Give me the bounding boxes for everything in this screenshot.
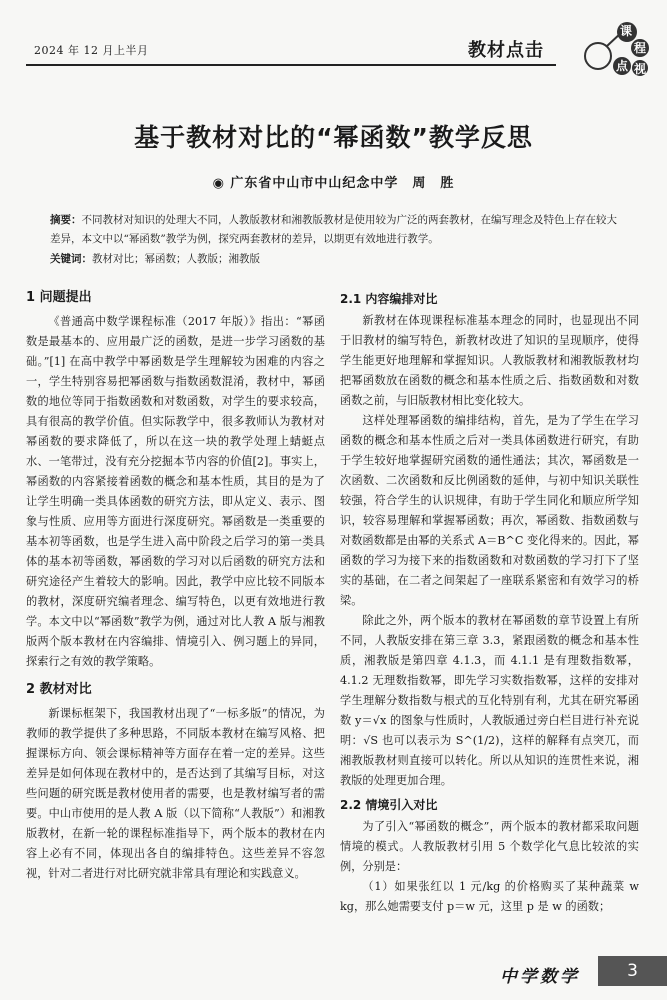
header-rule: [26, 64, 556, 66]
paragraph: 为了引入“幂函数的概念”，两个版本的教材都采取问题情境的模式。人教版教材引用 5 个数学化气息比较浓的实例，分别是：: [340, 820, 639, 873]
subsection-heading: 2.2 情境引入对比: [340, 798, 438, 812]
abstract: [50, 211, 625, 249]
article-title: 基于教材对比的“幂函数”教学反思: [134, 123, 533, 152]
paragraph: 新教材在体现课程标准基本理念的同时，也显现出不同于旧教材的编写特色，新教材改进了知识的呈现顺序，使得学生能更好地理解和掌握知识。人教版教材和湘教版教材均把幂函数放在函数的概念和基本性质之后、指数函数和对数函数之前，与旧版教材相比变化较大。: [340, 314, 639, 407]
right-column: [340, 289, 639, 917]
column-logo: [580, 18, 650, 78]
page-number: 3: [598, 956, 667, 986]
section-heading: 2 教材对比: [26, 682, 92, 697]
paragraph: （1）如果张红以 1 元/kg 的价格购买了某种蔬菜 w kg，那么她需要支付 p＝w 元，这里 p 是 w 的函数；: [340, 880, 639, 913]
paragraph: 除此之外，两个版本的教材在幂函数的章节设置上有所不同，人教版安排在第三章 3.3，紧跟函数的概念和基本性质，湘教版是第四章 4.1.3，而 4.1.1 是有理数指数幂，4.1.2 无理数指数幂，即先学习实数指数幂，这样的安排对学生理解分数指数与根式的互化特别有利，尤其在研究幂函数 y＝√x 的图象与性质时，人教版通过旁白栏目进行补充说明：√S 也可以表示为 S^(1/2)，这样的解释有点突兀，而湘教版教材则直接可以转化。所以从知识的连贯性来说，湘教版的处理更加合理。: [340, 614, 639, 787]
journal-brand: 中学数学: [500, 967, 580, 987]
badge-char: 点: [616, 59, 629, 73]
abstract-label: 摘要：: [50, 214, 82, 226]
badge-char: 程: [634, 41, 647, 55]
paragraph: 《普通高中数学课程标准（2017 年版）》指出：“幂函数是最基本的、应用最广泛的函数，是进一步学习函数的基础。”[1] 在高中教学中幂函数是学生理解较为困难的内容之一，学生特别容易把幂函数与指数函数混淆，教材中，幂函数的地位等同于指数函数和对数函数，对学生的要求较高，具有很高的教学价值。但实际教学中，很多教师认为教材对幂函数的要求降低了，所以在这一块的教学处理上蜻蜓点水、一笔带过，没有充分挖掘本节内容的价值[2]。事实上，幂函数的内容紧接着函数的概念和基本性质，其目的是为了让学生明确一类具体函数的研究方法，即从定义、表示、图象与性质、应用等方面进行深度研究。幂函数是一类重要的基本初等函数，也是学生进入高中阶段之后学习的第一类具体的基本初等函数，幂函数的学习对以后函数的研究方法和研究途径产生着较大的影响。因此，教学中应比较不同版本的教材，深度研究编者理念、编写特色，以更有效地进行教学。本文中以“幂函数”教学为例，通过对比人教 A 版与湘教版两个版本教材在内容编排、情境引入、例习题上的异同，探索行之有效的教学策略。: [26, 315, 325, 668]
left-column: [26, 286, 325, 884]
issue-date: 2024 年 12 月上半月: [34, 44, 149, 57]
author-line: ◉ 广东省中山市中山纪念中学 周 胜: [212, 176, 455, 191]
paragraph: 新课标框架下，我国教材出现了“一标多版”的情况，为教师的教学提供了多种思路，不同版本教材在编写风格、把握课标方向、领会课标精神等方面存在着一定的差异。这些差异是如何体现在教材中的，是否达到了其编写目标，对这些问题的研究既是教材使用者的需要，也是教材编写者的需要。中山市使用的是人教 A 版（以下简称“人教版”）和湘教版教材，在新一轮的课程标准指导下，两个版本的教材在内容上必有不同，体现出各自的编排特色。这些差异不容忽视，针对二者进行对比研究就非常具有理论和实践意义。: [26, 707, 325, 880]
section-name: 教材点击: [468, 40, 544, 61]
subsection-heading: 2.1 内容编排对比: [340, 292, 438, 306]
keywords: [50, 251, 625, 266]
section-heading: 1 问题提出: [26, 290, 92, 305]
badge-char: 课: [620, 24, 633, 38]
abstract-text: 不同教材对知识的处理大不同，人教版教材和湘教版教材是使用较为广泛的两套教材，在编写理念及特色上存在较大差异，本文中以“幂函数”教学为例，探究两套教材的差异，以期更有效地进行教学。: [50, 214, 617, 245]
badge-char: 视: [634, 62, 647, 76]
keywords-text: 教材对比；幂函数；人教版；湘教版: [92, 253, 260, 265]
keywords-label: 关键词：: [50, 253, 92, 265]
paragraph: 这样处理幂函数的编排结构，首先，是为了学生在学习函数的概念和基本性质之后对一类具体函数进行研究，有助于学生较好地掌握研究函数的通性通法；其次，幂函数是一次函数、二次函数和反比例函数的延伸，与初中知识关联性较强，符合学生的认识规律，有助于学生同化和顺应所学知识，较容易理解和掌握幂函数；再次，幂函数、指数函数与对数函数都是由幂的关系式 A＝B^C 变化得来的。因此，幂函数的学习为接下来的指数函数和对数函数的学习打下了坚实的基础，在二者之间架起了一座联系紧密和有效学习的桥梁。: [340, 414, 639, 607]
